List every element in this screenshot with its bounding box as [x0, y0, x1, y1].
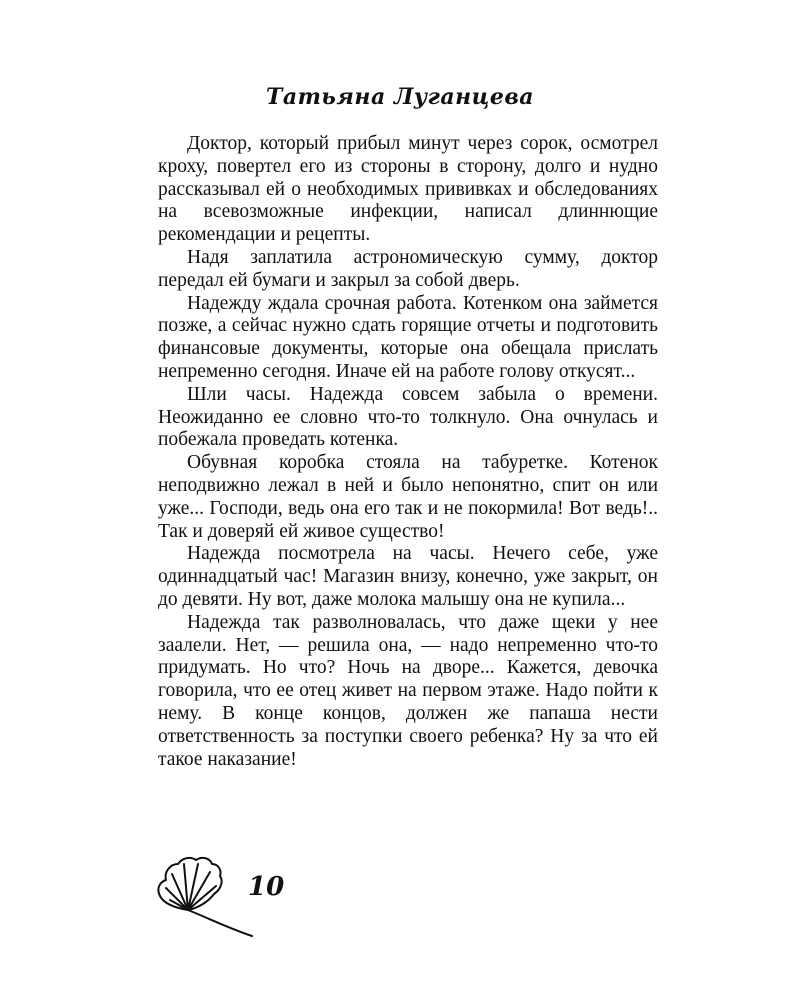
paragraph: Шли часы. Надежда совсем забыла о времени. Неожиданно ее словно что-то толкнуло. Она очнулась и побежала проведать котенка.	[158, 383, 658, 451]
paragraph: Надежда так разволновалась, что даже щеки у нее заалели. Нет, — решила она, — надо непременно что-то придумать. Но что? Ночь на дворе... Кажется, девочка говорила, что ее отец живет на первом этаже. Надо пойти к нему. В конце концов, должен же папаша нести ответственность за поступки своего ребенка? Ну за что ей такое наказание!	[158, 611, 658, 770]
body-text	[158, 133, 658, 771]
paragraph: Надежда посмотрела на часы. Нечего себе, уже одиннадцатый час! Магазин внизу, конечно, уже закрыт, он до девяти. Ну вот, даже молока малышу она не купила...	[158, 543, 658, 610]
page-footer	[148, 852, 408, 942]
leaf-ornament-icon	[148, 852, 258, 940]
running-header-author: Татьяна Луганцева	[265, 84, 535, 110]
page-number: 10	[248, 872, 285, 902]
paragraph: Надя заплатила астрономическую сумму, доктор передал ей бумаги и закрыл за собой дверь.	[158, 246, 658, 291]
paragraph: Надежду ждала срочная работа. Котенком она займется позже, а сейчас нужно сдать горящие отчеты и подготовить финансовые документы, которые она обещала прислать непременно сегодня. Иначе ей на работе голову откусят...	[158, 292, 658, 382]
paragraph: Доктор, который прибыл минут через сорок, осмотрел кроху, повертел его из стороны в сторону, долго и нудно рассказывал ей о необходимых прививках и обследованиях на всевозможные инфекции, написал длиннющие рекомендации и рецепты.	[158, 133, 658, 246]
paragraph: Обувная коробка стояла на табуретке. Котенок неподвижно лежал в ней и было непонятно, спит он или уже... Господи, ведь она его так и не покормила! Вот ведь!.. Так и доверяй ей живое существо!	[158, 452, 658, 542]
